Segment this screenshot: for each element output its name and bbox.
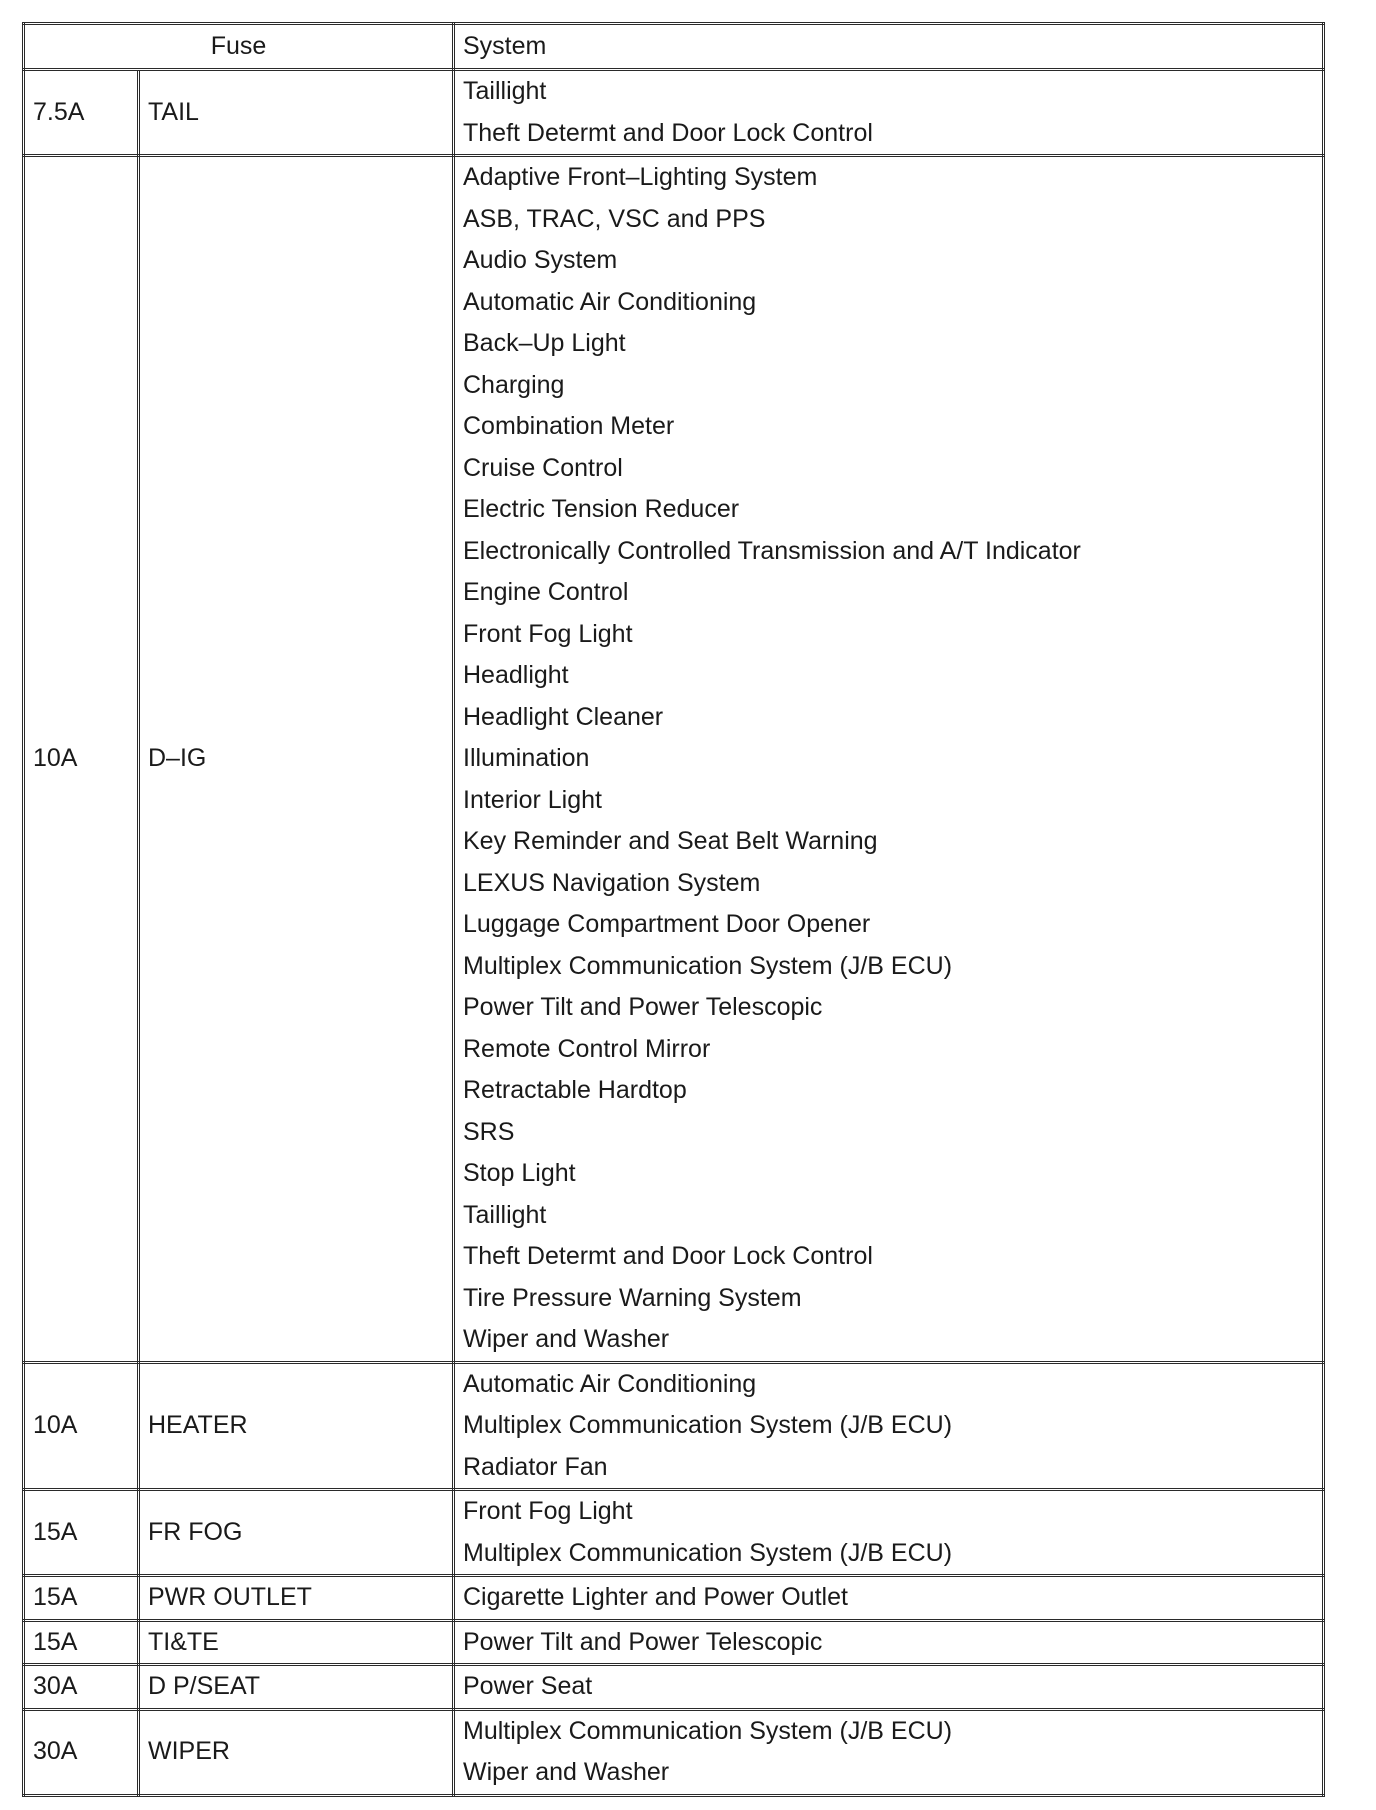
system-item: Power Tilt and Power Telescopic: [463, 993, 823, 1021]
system-item: Luggage Compartment Door Opener: [463, 910, 871, 938]
system-item: Radiator Fan: [463, 1452, 608, 1481]
system-item: Wiper and Washer: [463, 1758, 670, 1786]
header-system: System: [454, 24, 1324, 70]
system-item: Automatic Air Conditioning: [463, 287, 757, 316]
system-item: Power Seat: [463, 1672, 593, 1700]
system-item: Taillight: [463, 1200, 547, 1229]
table-row: [24, 1665, 1324, 1710]
fuse-amperage: 30A: [24, 1709, 139, 1795]
fuse-amperage: 10A: [24, 156, 139, 1363]
fuse-name: TAIL: [139, 70, 454, 156]
system-item: Wiper and Washer: [463, 1325, 670, 1353]
system-item: Multiplex Communication System (J/B ECU): [463, 1716, 953, 1745]
fuse-table: [22, 22, 1325, 1797]
fuse-amperage: 10A: [24, 1362, 139, 1490]
system-item: Power Tilt and Power Telescopic: [463, 1627, 823, 1656]
fuse-table-body: [24, 70, 1324, 1796]
fuse-table-container: [22, 22, 1322, 1797]
system-item: Combination Meter: [463, 412, 675, 440]
fuse-systems: [454, 156, 1324, 1363]
fuse-name: WIPER: [139, 1709, 454, 1795]
system-item: Retractable Hardtop: [463, 1076, 687, 1104]
system-item: SRS: [463, 1117, 515, 1146]
fuse-systems: [454, 1362, 1324, 1490]
system-item: Front Fog Light: [463, 619, 633, 648]
fuse-amperage: 15A: [24, 1576, 139, 1621]
system-item: Electronically Controlled Transmission and A/T Indicator: [463, 536, 1081, 565]
system-item: Remote Control Mirror: [463, 1034, 711, 1063]
table-row: [24, 1362, 1324, 1490]
system-item: Taillight: [463, 77, 547, 105]
system-item: Illumination: [463, 744, 590, 772]
table-row: [24, 1490, 1324, 1576]
fuse-name: PWR OUTLET: [139, 1576, 454, 1621]
system-item: Audio System: [463, 246, 618, 274]
system-item: Interior Light: [463, 785, 602, 814]
table-row: [24, 1576, 1324, 1621]
fuse-systems: [454, 1576, 1324, 1621]
system-item: Cruise Control: [463, 453, 623, 482]
fuse-amperage: 15A: [24, 1490, 139, 1576]
system-item: Multiplex Communication System (J/B ECU): [463, 1538, 953, 1567]
system-item: Electric Tension Reducer: [463, 495, 740, 523]
fuse-name: D P/SEAT: [139, 1665, 454, 1710]
fuse-name: D–IG: [139, 156, 454, 1363]
system-item: Back–Up Light: [463, 329, 626, 357]
table-row: [24, 156, 1324, 1363]
fuse-amperage: 30A: [24, 1665, 139, 1710]
system-item: Front Fog Light: [463, 1497, 633, 1525]
fuse-name: FR FOG: [139, 1490, 454, 1576]
fuse-amperage: 15A: [24, 1620, 139, 1665]
system-item: Stop Light: [463, 1159, 576, 1187]
fuse-systems: [454, 1665, 1324, 1710]
system-item: Engine Control: [463, 578, 629, 606]
fuse-name: HEATER: [139, 1362, 454, 1490]
system-item: Headlight: [463, 661, 569, 689]
system-item: Charging: [463, 370, 565, 399]
fuse-systems: [454, 1490, 1324, 1576]
header-row: [24, 24, 1324, 70]
system-item: Theft Determt and Door Lock Control: [463, 1242, 873, 1270]
table-row: [24, 1620, 1324, 1665]
table-row: [24, 1709, 1324, 1795]
fuse-systems: [454, 1620, 1324, 1665]
fuse-amperage: 7.5A: [24, 70, 139, 156]
system-item: Adaptive Front–Lighting System: [463, 163, 818, 191]
fuse-name: TI&TE: [139, 1620, 454, 1665]
system-item: Multiplex Communication System (J/B ECU): [463, 1411, 953, 1439]
system-item: Automatic Air Conditioning: [463, 1369, 757, 1398]
fuse-systems: [454, 70, 1324, 156]
system-item: ASB, TRAC, VSC and PPS: [463, 204, 766, 233]
system-item: Key Reminder and Seat Belt Warning: [463, 827, 878, 855]
fuse-systems: [454, 1709, 1324, 1795]
system-item: Headlight Cleaner: [463, 702, 664, 731]
header-fuse: Fuse: [24, 24, 454, 70]
system-item: Theft Determt and Door Lock Control: [463, 118, 873, 147]
table-row: [24, 70, 1324, 156]
system-item: Cigarette Lighter and Power Outlet: [463, 1583, 848, 1611]
system-item: Multiplex Communication System (J/B ECU): [463, 951, 953, 980]
system-item: LEXUS Navigation System: [463, 868, 761, 897]
system-item: Tire Pressure Warning System: [463, 1283, 802, 1312]
